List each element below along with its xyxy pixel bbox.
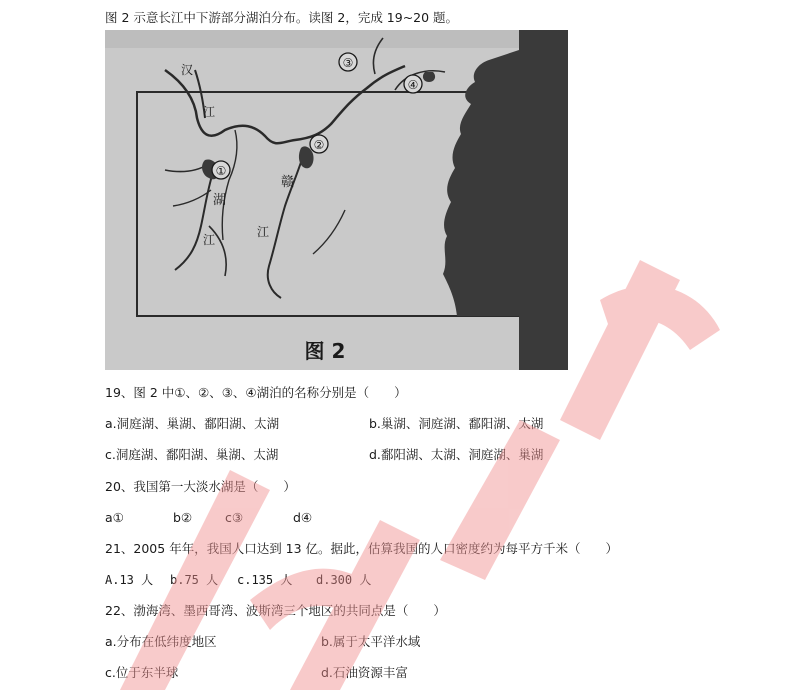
q20-option-b[interactable]: b②: [173, 510, 193, 525]
figure-caption: 图 2: [304, 339, 346, 363]
label-hu: 湖: [213, 193, 227, 208]
lake-marker-2: [310, 135, 328, 153]
label-jiang-c: 江: [257, 225, 270, 239]
svg-text:①: ①: [215, 164, 227, 178]
q22-stem: 22、渤海湾、墨西哥湾、波斯湾三个地区的共同点是（ ）: [105, 603, 446, 618]
svg-text:③: ③: [342, 56, 354, 70]
top-smudge: [105, 30, 568, 48]
q22-option-d[interactable]: d.石油资源丰富: [321, 665, 408, 680]
branch-river-3: [222, 130, 237, 240]
q22-option-b[interactable]: b.属于太平洋水域: [321, 634, 421, 649]
map-svg: [105, 30, 568, 370]
q19-option-a[interactable]: a.洞庭湖、巢湖、鄱阳湖、太湖: [105, 416, 280, 431]
label-han: 汉: [181, 63, 194, 77]
gan-river: [268, 150, 305, 298]
yangtze-river: [165, 66, 405, 143]
q19-option-d[interactable]: d.鄱阳湖、太湖、洞庭湖、巢湖: [369, 447, 544, 462]
q20-option-c[interactable]: c③: [225, 510, 244, 525]
lake-4-shape: [423, 72, 435, 82]
lake-marker-1: [212, 161, 230, 179]
q21-option-a[interactable]: A.13 人: [105, 573, 154, 587]
lake-marker-3: [339, 53, 357, 71]
q21-stem: 21、2005 年年，我国人口达到 13 亿。据此，估算我国的人口密度约为每平方千米（ ）: [105, 541, 619, 556]
q20-stem: 20、我国第一大淡水湖是（ ）: [105, 479, 296, 494]
q21-option-c[interactable]: c.135 人: [237, 573, 293, 587]
intro-text: 图 2 示意长江中下游部分湖泊分布。读图 2，完成 19~20 题。: [105, 10, 459, 25]
q19-option-c[interactable]: c.洞庭湖、鄱阳湖、巢湖、太湖: [105, 447, 279, 462]
q20-option-d[interactable]: d④: [293, 510, 313, 525]
q22-option-a[interactable]: a.分布在低纬度地区: [105, 634, 217, 649]
lake-distribution-map: [105, 30, 568, 370]
sea-area: [443, 30, 568, 370]
q19-option-b[interactable]: b.巢湖、洞庭湖、鄱阳湖、太湖: [369, 416, 544, 431]
label-jiang-b: 江: [203, 233, 216, 247]
xiang-river: [175, 172, 216, 270]
label-gan: 赣: [281, 175, 295, 190]
svg-text:④: ④: [407, 78, 419, 92]
q19-stem: 19、图 2 中①、②、③、④湖泊的名称分别是（ ）: [105, 385, 407, 400]
q20-option-a[interactable]: a①: [105, 510, 124, 525]
q22-option-c[interactable]: c.位于东半球: [105, 665, 179, 680]
label-jiang-a: 江: [203, 105, 216, 119]
q21-option-b[interactable]: b.75 人: [170, 573, 219, 587]
q21-option-d[interactable]: d.300 人: [316, 573, 372, 587]
svg-text:②: ②: [313, 138, 325, 152]
lake-marker-4: [404, 75, 422, 93]
branch-river-4: [313, 210, 345, 254]
